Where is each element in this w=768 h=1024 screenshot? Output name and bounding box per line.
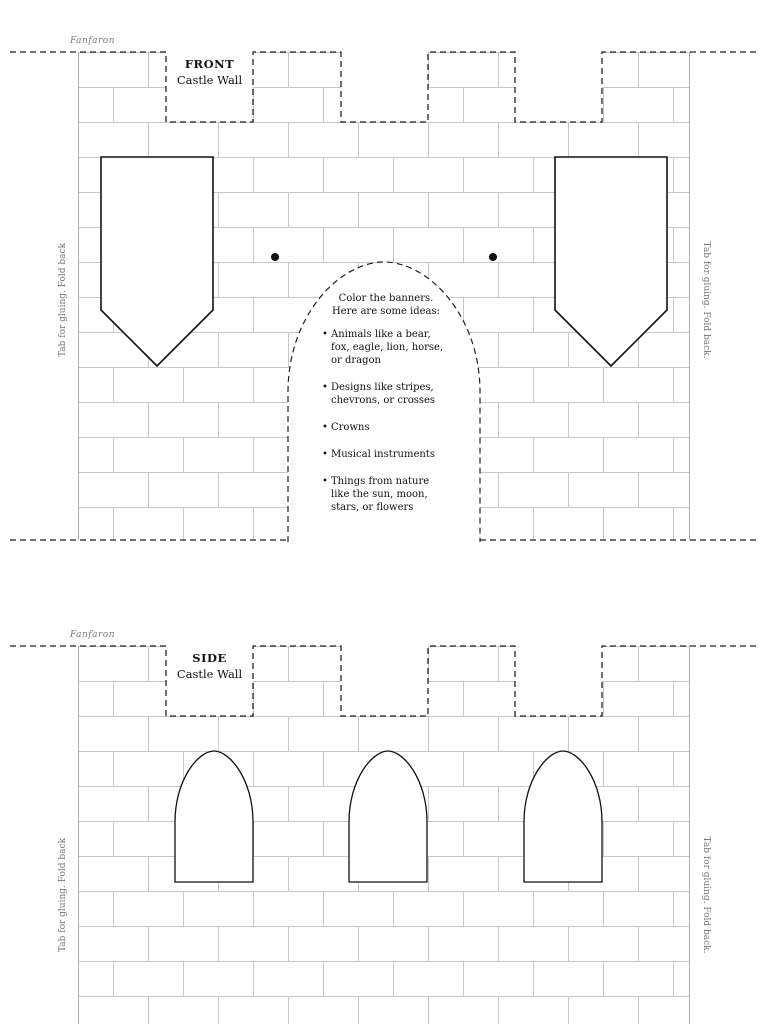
front-wall-title xyxy=(166,56,253,88)
banner-hole-left xyxy=(271,253,279,261)
side-tab-label-left: Tab for gluing. Fold back xyxy=(58,837,68,953)
front-tab-label-right: Tab for gluing. Fold back. xyxy=(701,241,711,359)
front-tab-label-left: Tab for gluing. Fold back xyxy=(58,242,68,358)
front-wall-title-line2: Castle Wall xyxy=(176,73,243,87)
side-wall xyxy=(10,646,760,1024)
banner-ideas-intro-line1: Color the banners. xyxy=(338,293,434,304)
side-wall-title-line1: SIDE xyxy=(192,651,227,665)
banner-ideas-list xyxy=(322,328,450,514)
front-brand-label: Fanfaron xyxy=(70,36,116,46)
banner-hole-right xyxy=(489,253,497,261)
side-tab-label-right: Tab for gluing. Fold back. xyxy=(701,836,711,954)
banner-ideas-text xyxy=(322,292,450,528)
side-brand-label: Fanfaron xyxy=(70,630,116,640)
banner-idea-item: • Designs like stripes, chevrons, or crosses xyxy=(322,381,450,407)
banner-idea-item: • Crowns xyxy=(322,421,450,434)
banner-idea-item: • Things from nature like the sun, moon, stars, or flowers xyxy=(322,475,450,514)
front-wall-title-line1: FRONT xyxy=(184,57,235,71)
banner-ideas-intro-line2: Here are some ideas: xyxy=(331,306,441,317)
banner-idea-item: • Musical instruments xyxy=(322,448,450,461)
side-wall-title xyxy=(166,650,253,682)
banner-idea-item: • Animals like a bear, fox, eagle, lion, horse, or dragon xyxy=(322,328,450,367)
side-wall-title-line2: Castle Wall xyxy=(176,667,243,681)
banner-ideas-intro xyxy=(322,292,450,318)
